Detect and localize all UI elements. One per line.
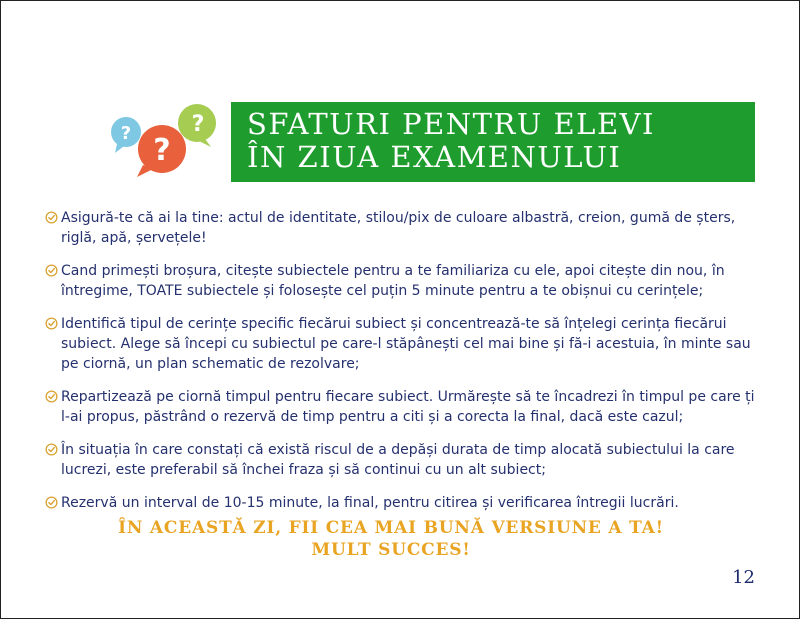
- tip-text: Asigură-te că ai la tine: actul de identitate, stilou/pix de culoare albastră, creion, gumă de șters, riglă, apă, șervețele!: [61, 210, 736, 246]
- page-number: 12: [732, 567, 755, 588]
- check-circle-icon: [45, 443, 58, 456]
- check-circle-icon: [45, 390, 58, 403]
- closing-message: [1, 517, 781, 561]
- check-circle-icon: [45, 264, 58, 277]
- tip-text: Rezervă un interval de 10-15 minute, la final, pentru citirea și verificarea întregii lucrări.: [61, 495, 679, 511]
- tips-list: [45, 208, 757, 513]
- title-line-2: ÎN ZIUA EXAMENULUI: [247, 140, 622, 174]
- check-circle-icon: [45, 211, 58, 224]
- list-item: [45, 314, 757, 374]
- list-item: [45, 493, 757, 513]
- list-item: [45, 208, 757, 248]
- list-item: [45, 261, 757, 301]
- tip-text: Identifică tipul de cerințe specific fiecărui subiect și concentrează-te să înțelegi cerința fiecărui subiect. Alege să începi cu subiectul pe care-l stăpânești cel mai bine și fă-i acestuia, în minte sau pe ciornă, un plan schematic de rezolvare;: [61, 316, 751, 372]
- svg-text:?: ?: [120, 123, 132, 144]
- list-item: [45, 440, 757, 480]
- svg-text:?: ?: [153, 133, 171, 168]
- tip-text: Cand primești broșura, citește subiectele pentru a te familiariza cu ele, apoi citește din nou, în întregime, TOATE subiectele și folosește cel puțin 5 minute pentru a te obișnui cu cerințele;: [61, 263, 725, 299]
- title-line-1: SFATURI PENTRU ELEVI: [247, 107, 656, 141]
- closing-line-1: ÎN ACEASTĂ ZI, FII CEA MAI BUNĂ VERSIUNE A TA!: [118, 518, 664, 538]
- tip-text: În situația în care constați că există riscul de a depăși durata de timp alocată subiectului la care lucrezi, este preferabil să închei fraza și să continui cu un alt subiect;: [61, 442, 735, 478]
- list-item: [45, 387, 757, 427]
- tip-text: Repartizează pe ciornă timpul pentru fiecare subiect. Urmărește să te încadrezi în timpul pe care ți l-ai propus, păstrând o rezervă de timp pentru a citi și a corecta la final, dacă este cazul;: [61, 389, 755, 425]
- closing-line-2: MULT SUCCES!: [311, 540, 471, 560]
- question-bubbles-icon: [107, 103, 223, 179]
- check-circle-icon: [45, 317, 58, 330]
- title-banner: [231, 102, 755, 182]
- check-circle-icon: [45, 496, 58, 509]
- svg-text:?: ?: [191, 112, 205, 137]
